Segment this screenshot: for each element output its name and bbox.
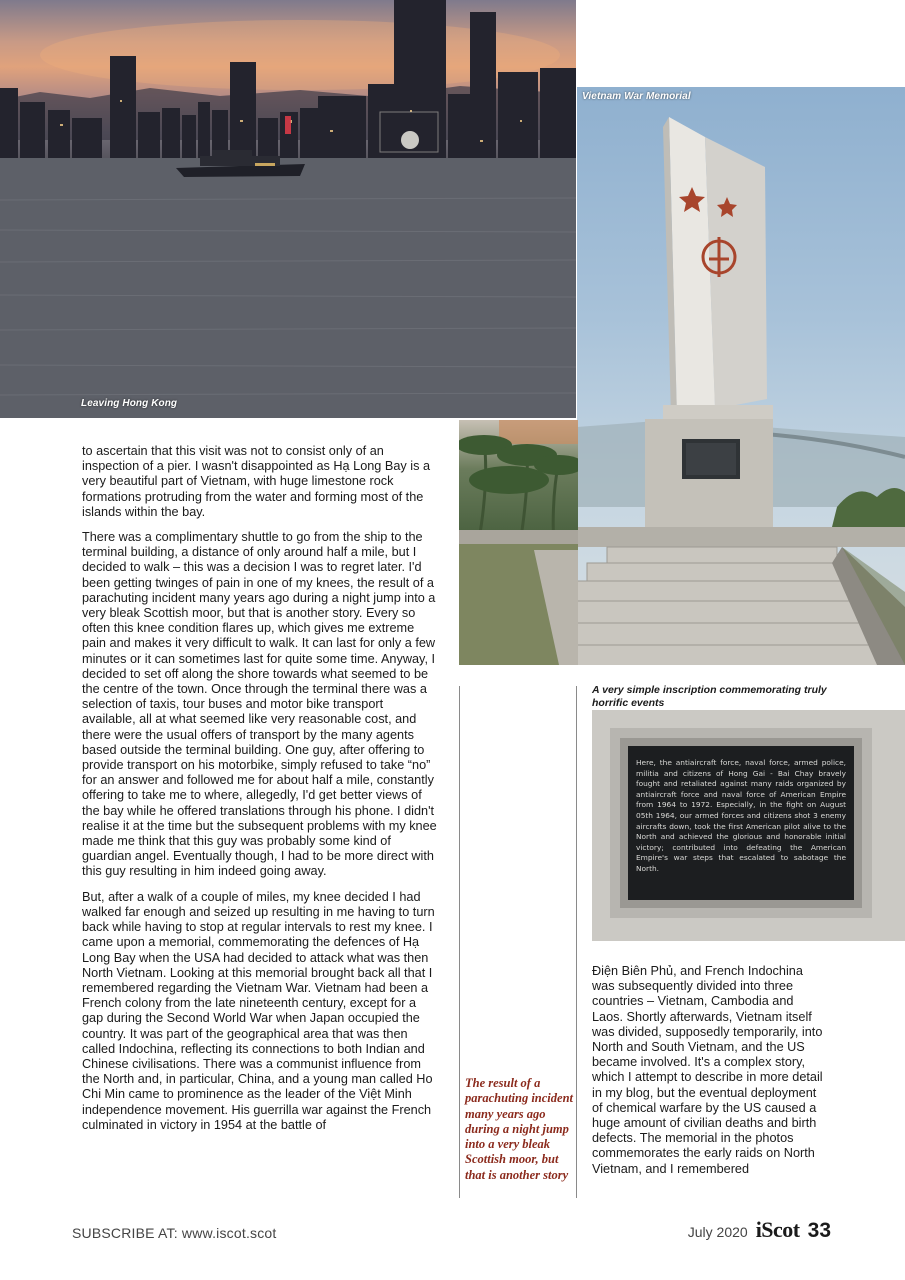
photo-leaving-hong-kong — [0, 0, 576, 418]
photo-caption-hong-kong: Leaving Hong Kong — [81, 398, 178, 409]
photo-caption-memorial: Vietnam War Memorial — [582, 91, 691, 102]
page-number: 33 — [807, 1219, 831, 1242]
issue-date: July 2020 — [687, 1224, 748, 1240]
article-left-column — [82, 444, 440, 1143]
photo-caption-plaque: A very simple inscription commemorating truly horrific events — [592, 684, 827, 709]
paragraph: Điện Biên Phủ, and French Indochina was subsequently divided into three countries – Vietnam, Cambodia and Laos. Shortly afterwards, Vietnam itself was divided, supposedly temporarily, into North and South Vietnam, and the US became involved. It's a complex story, which I attempt to describe in more detail in my blog, but the eventual deployment of chemical warfare by the US caused a huge amount of civilian deaths and birth defects. The memorial in the photos commemorates the early raids on North Vietnam, and I remembered — [592, 964, 823, 1176]
column-divider-left — [459, 686, 460, 1198]
footer-right — [688, 1217, 831, 1243]
hong-kong-skyline-illustration — [0, 0, 576, 418]
palm-trees-illustration — [459, 420, 578, 665]
photo-memorial-plaque — [592, 710, 905, 941]
article-right-column — [592, 964, 828, 1187]
memorial-illustration — [577, 87, 905, 665]
footer-subscribe-link[interactable]: SUBSCRIBE AT: www.iscot.scot — [72, 1225, 277, 1241]
paragraph: There was a complimentary shuttle to go from the ship to the terminal building, a distance of only around half a mile, but I decided to walk – this was a decision I was to regret later. I'd been getting twinges of pain in one of my knees, the result of a parachuting incident many years ago during a night jump into a very bleak Scottish moor, but that is another story. Every so often this knee condition flares up, which gives me extreme pain and makes it very difficult to walk. It can last for only a few minutes or it can sometimes last for quite some time. Anyway, I decided to set off along the shore towards what seemed to be the centre of the town. Once through the terminal there was a selection of taxis, tour buses and motor bike transport available, all at what seemed like very reasonable cost, and there were the usual offers of transport by the many agents based outside the terminal building. One guy, after offering to provide transport on his motorbike, simply refused to take “no” for an answer and followed me for about half a mile, constantly offering to take me to where, allegedly, I'd get better views of the bay while he offered translations through his phone. I didn't realise it at the time but the subsequent problems with my knee made me think that this guy was probably some kind of guardian angel. Eventually though, I had to be more direct with this guy resulting in him indeed going away. — [82, 530, 437, 879]
paragraph: But, after a walk of a couple of miles, my knee decided I had walked far enough and seized up resulting in me having to turn back while having to stop at regular intervals to rest my knee. I came upon a memorial, commemorating the defences of Hạ Long Bay when the USA had decided to attack what was then North Vietnam. Looking at this memorial brought back all that I remembered regarding the Vietnam War. Vietnam had been a French colony from the late nineteenth century, except for a gap during the Second World War when Japan occupied the country. It was part of the geographical area that was then called Indochina, reflecting its connections to both Indian and Chinese civilisations. There was a communist influence from the North and, in particular, China, and a young man called Ho Chi Min came to prominence as the leader of the Việt Minh independence movement. His guerrilla war against the French culminated in victory in 1954 at the battle of — [82, 889, 435, 1132]
plaque-inscription: Here, the antiaircraft force, naval force, armed police, militia and citizens of Hong Gai - Bai Chay bravely fought and retaliated against many raids organized by antiaircraft force and naval force of American Empire from 1964 to 1972. Especially, in the fight on August 05th 1964, our armed forces and citizens shot 3 enemy aircrafts down, took the first American pilot alive to the North and achieved the glorious and honorable initial victory; contributed into defeating the American Empire's war steps that escalated to sabotage the North. — [636, 758, 846, 873]
photo-vietnam-war-memorial-palms — [459, 420, 578, 665]
magazine-logo: iScot — [755, 1217, 800, 1242]
column-divider-right — [576, 686, 577, 1198]
photo-vietnam-war-memorial — [577, 87, 905, 665]
paragraph: to ascertain that this visit was not to consist only of an inspection of a pier. I wasn't disappointed as Hạ Long Bay is a very beautiful part of Vietnam, with huge limestone rock formations protruding from the water and forming most of the islands within the bay. — [82, 444, 431, 519]
pull-quote: The result of a parachuting incident many years ago during a night jump into a very bleak Scottish moor, but that is another story — [465, 1076, 574, 1182]
